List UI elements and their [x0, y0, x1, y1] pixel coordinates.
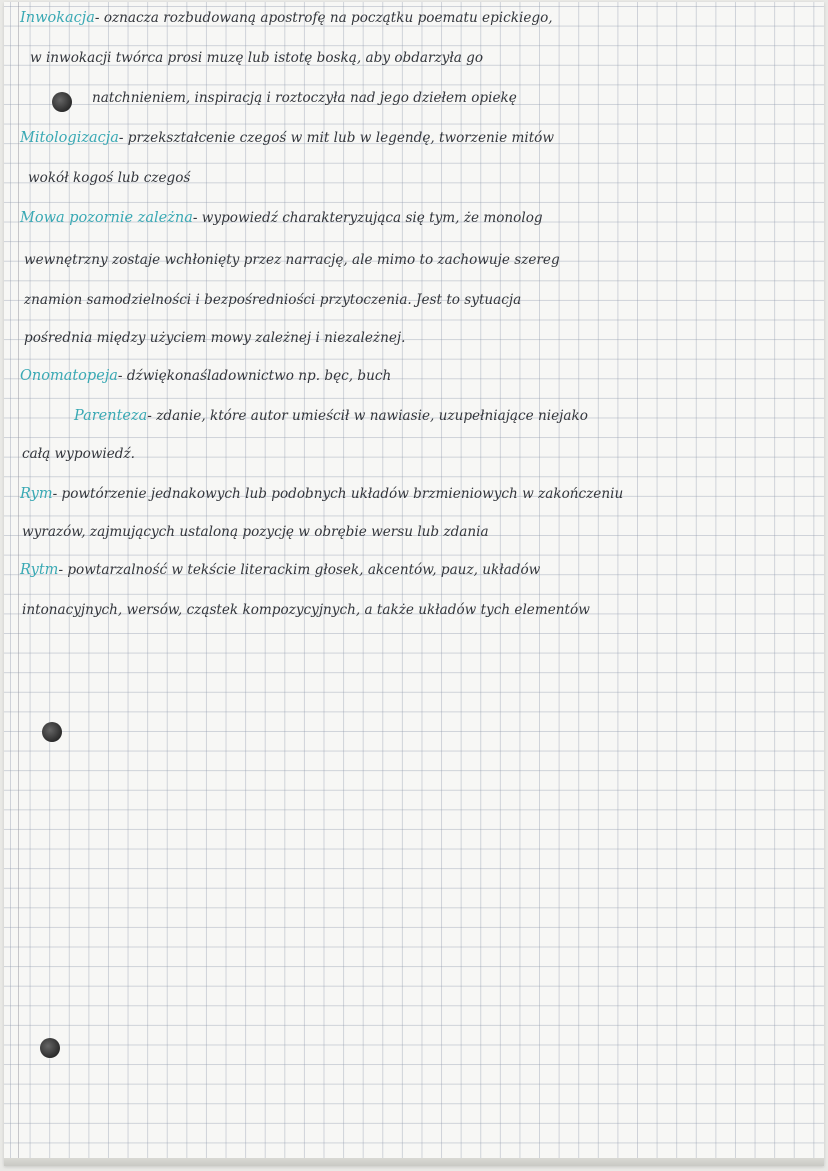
term: Rytm — [20, 562, 59, 578]
note-line — [30, 48, 483, 70]
definition-text: - przekształcenie czegoś w mit lub w legendę, tworzenie mitów — [118, 130, 554, 146]
definition-text: w inwokacji twórca prosi muzę lub istotę boską, aby obdarzyła go — [30, 50, 484, 66]
note-line — [20, 8, 553, 30]
term: Mitologizacja — [20, 130, 119, 146]
definition-text: całą wypowiedź. — [22, 446, 135, 462]
note-line — [74, 406, 588, 428]
definition-text: - wypowiedź charakteryzująca się tym, że monolog — [192, 210, 543, 226]
note-line — [24, 328, 405, 350]
margin-line — [18, 2, 19, 1166]
definition-text: - zdanie, które autor umieścił w nawiasie, uzupełniające niejako — [147, 408, 588, 424]
note-line — [22, 444, 135, 466]
note-line — [28, 168, 190, 190]
definition-text: - oznacza rozbudowaną apostrofę na początku poematu epickiego, — [94, 10, 553, 26]
definition-text: intonacyjnych, wersów, cząstek kompozycyjnych, a także układów tych elementów — [22, 602, 590, 618]
term: Parenteza — [74, 408, 148, 424]
note-line — [20, 128, 554, 150]
punch-hole-middle — [42, 722, 62, 742]
notebook-page — [4, 2, 824, 1166]
definition-text: - dźwiękonaśladownictwo np. bęc, buch — [117, 368, 392, 384]
page-bottom-edge — [4, 1158, 824, 1166]
note-line — [24, 250, 560, 272]
note-line — [24, 290, 521, 312]
note-line — [20, 366, 391, 388]
punch-hole-top — [52, 92, 72, 112]
punch-hole-bottom — [40, 1038, 60, 1058]
note-line — [20, 484, 623, 506]
definition-text: pośrednia między użyciem mowy zależnej i niezależnej. — [24, 330, 406, 346]
definition-text: - powtarzalność w tekście literackim głosek, akcentów, pauz, układów — [58, 562, 541, 578]
definition-text: - powtórzenie jednakowych lub podobnych układów brzmieniowych w zakończeniu — [52, 486, 624, 502]
definition-text: wewnętrzny zostaje wchłonięty przez narrację, ale mimo to zachowuje szereg — [24, 252, 560, 268]
term: Rym — [20, 486, 53, 502]
term: Mowa pozornie zależna — [20, 210, 193, 226]
note-line — [22, 522, 489, 544]
term: Inwokacja — [20, 10, 95, 26]
note-line — [92, 88, 517, 110]
note-line — [22, 600, 590, 622]
definition-text: znamion samodzielności i bezpośredniości przytoczenia. Jest to sytuacja — [24, 292, 522, 308]
definition-text: wokół kogoś lub czegoś — [28, 170, 191, 186]
note-line — [20, 208, 543, 230]
note-line — [20, 560, 540, 582]
term: Onomatopeja — [20, 368, 118, 384]
definition-text: natchnieniem, inspiracją i roztoczyła nad jego dziełem opiekę — [92, 90, 517, 106]
definition-text: wyrazów, zajmujących ustaloną pozycję w obrębie wersu lub zdania — [22, 524, 489, 540]
